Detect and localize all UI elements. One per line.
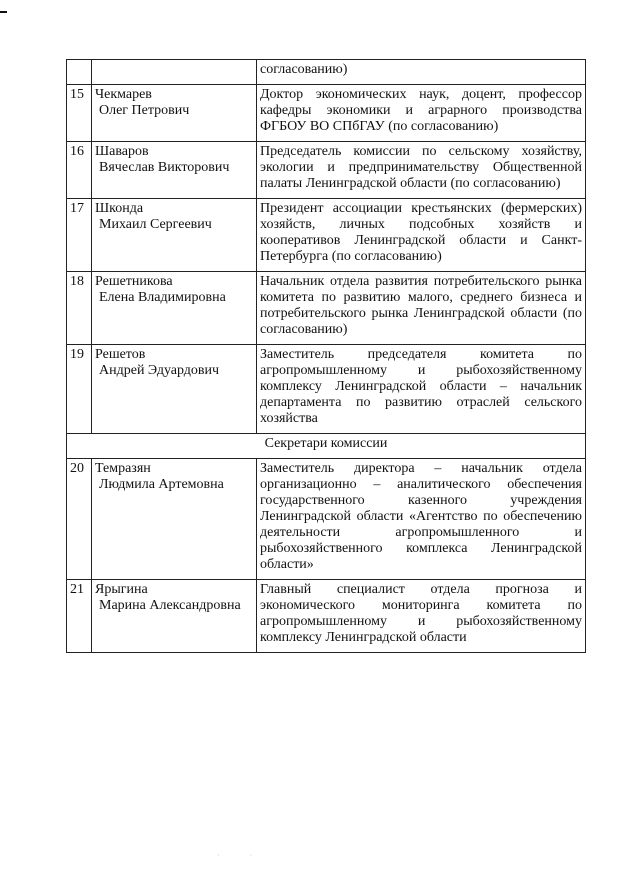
member-position: Доктор экономических наук, доцент, профессор кафедры экономики и аграрного производства ФГБОУ ВО СПбГАУ (по согласованию): [257, 85, 586, 142]
member-name: [92, 142, 257, 199]
table-row: [67, 199, 586, 272]
section-row: [67, 434, 586, 459]
row-number: 16: [67, 142, 92, 199]
member-surname: Темразян: [95, 461, 151, 476]
member-surname: Решетов: [95, 347, 146, 362]
member-surname: Ярыгина: [95, 582, 148, 597]
row-number: 20: [67, 459, 92, 580]
member-surname: Шконда: [95, 201, 144, 216]
member-surname: Решетникова: [95, 274, 173, 289]
member-position: Заместитель директора – начальник отдела организационно – аналитического обеспечения государственного казенного учреждения Ленинградской области «Агентство по обеспечению деятельности агропромышленного и рыбохозяйственного комплекса Ленинградской области»: [257, 459, 586, 580]
table-row: [67, 345, 586, 434]
section-heading: Секретари комиссии: [67, 434, 586, 459]
member-given-name: Михаил Сергеевич: [99, 217, 212, 232]
table-row: [67, 580, 586, 653]
member-name: [92, 199, 257, 272]
member-name: [92, 85, 257, 142]
row-number: 17: [67, 199, 92, 272]
member-name: [92, 580, 257, 653]
member-given-name: Андрей Эдуардович: [99, 363, 220, 378]
member-name: [92, 459, 257, 580]
member-position: Главный специалист отдела прогноза и экономического мониторинга комитета по агропромышленному и рыбохозяйственному комплексу Ленинградской области: [257, 580, 586, 653]
table-row: [67, 459, 586, 580]
table-row: [67, 272, 586, 345]
member-name: [92, 272, 257, 345]
member-position: Начальник отдела развития потребительского рынка комитета по развитию малого, среднего бизнеса и потребительского рынка Ленинградской области (по согласованию): [257, 272, 586, 345]
page-corner-mark: [0, 11, 7, 13]
commission-members-table: [66, 59, 586, 653]
row-number: [67, 60, 92, 85]
row-number: 19: [67, 345, 92, 434]
row-number: 21: [67, 580, 92, 653]
member-surname: Чекмарев: [95, 87, 152, 102]
member-name: [92, 60, 257, 85]
member-name: [92, 345, 257, 434]
member-given-name: Марина Александровна: [99, 598, 241, 613]
member-position: Президент ассоциации крестьянских (фермерских) хозяйств, личных подсобных хозяйств и кооперативов Ленинградской области и Санкт-Петербурга (по согласованию): [257, 199, 586, 272]
table-row: [67, 142, 586, 199]
table-row: [67, 60, 586, 85]
row-number: 18: [67, 272, 92, 345]
scan-artifact-dots: ··: [217, 851, 283, 860]
member-position: Заместитель председателя комитета по агропромышленному и рыбохозяйственному комплексу Ленинградской области – начальник департамента по развитию отраслей сельского хозяйства: [257, 345, 586, 434]
member-position: согласованию): [257, 60, 586, 85]
member-given-name: Вячеслав Викторович: [99, 160, 230, 175]
member-given-name: Елена Владимировна: [99, 290, 226, 305]
member-given-name: Людмила Артемовна: [99, 477, 224, 492]
member-surname: Шаваров: [95, 144, 149, 159]
member-given-name: Олег Петрович: [99, 103, 190, 118]
row-number: 15: [67, 85, 92, 142]
table-row: [67, 85, 586, 142]
member-position: Председатель комиссии по сельскому хозяйству, экологии и предпринимательству Общественной палаты Ленинградской области (по согласованию): [257, 142, 586, 199]
